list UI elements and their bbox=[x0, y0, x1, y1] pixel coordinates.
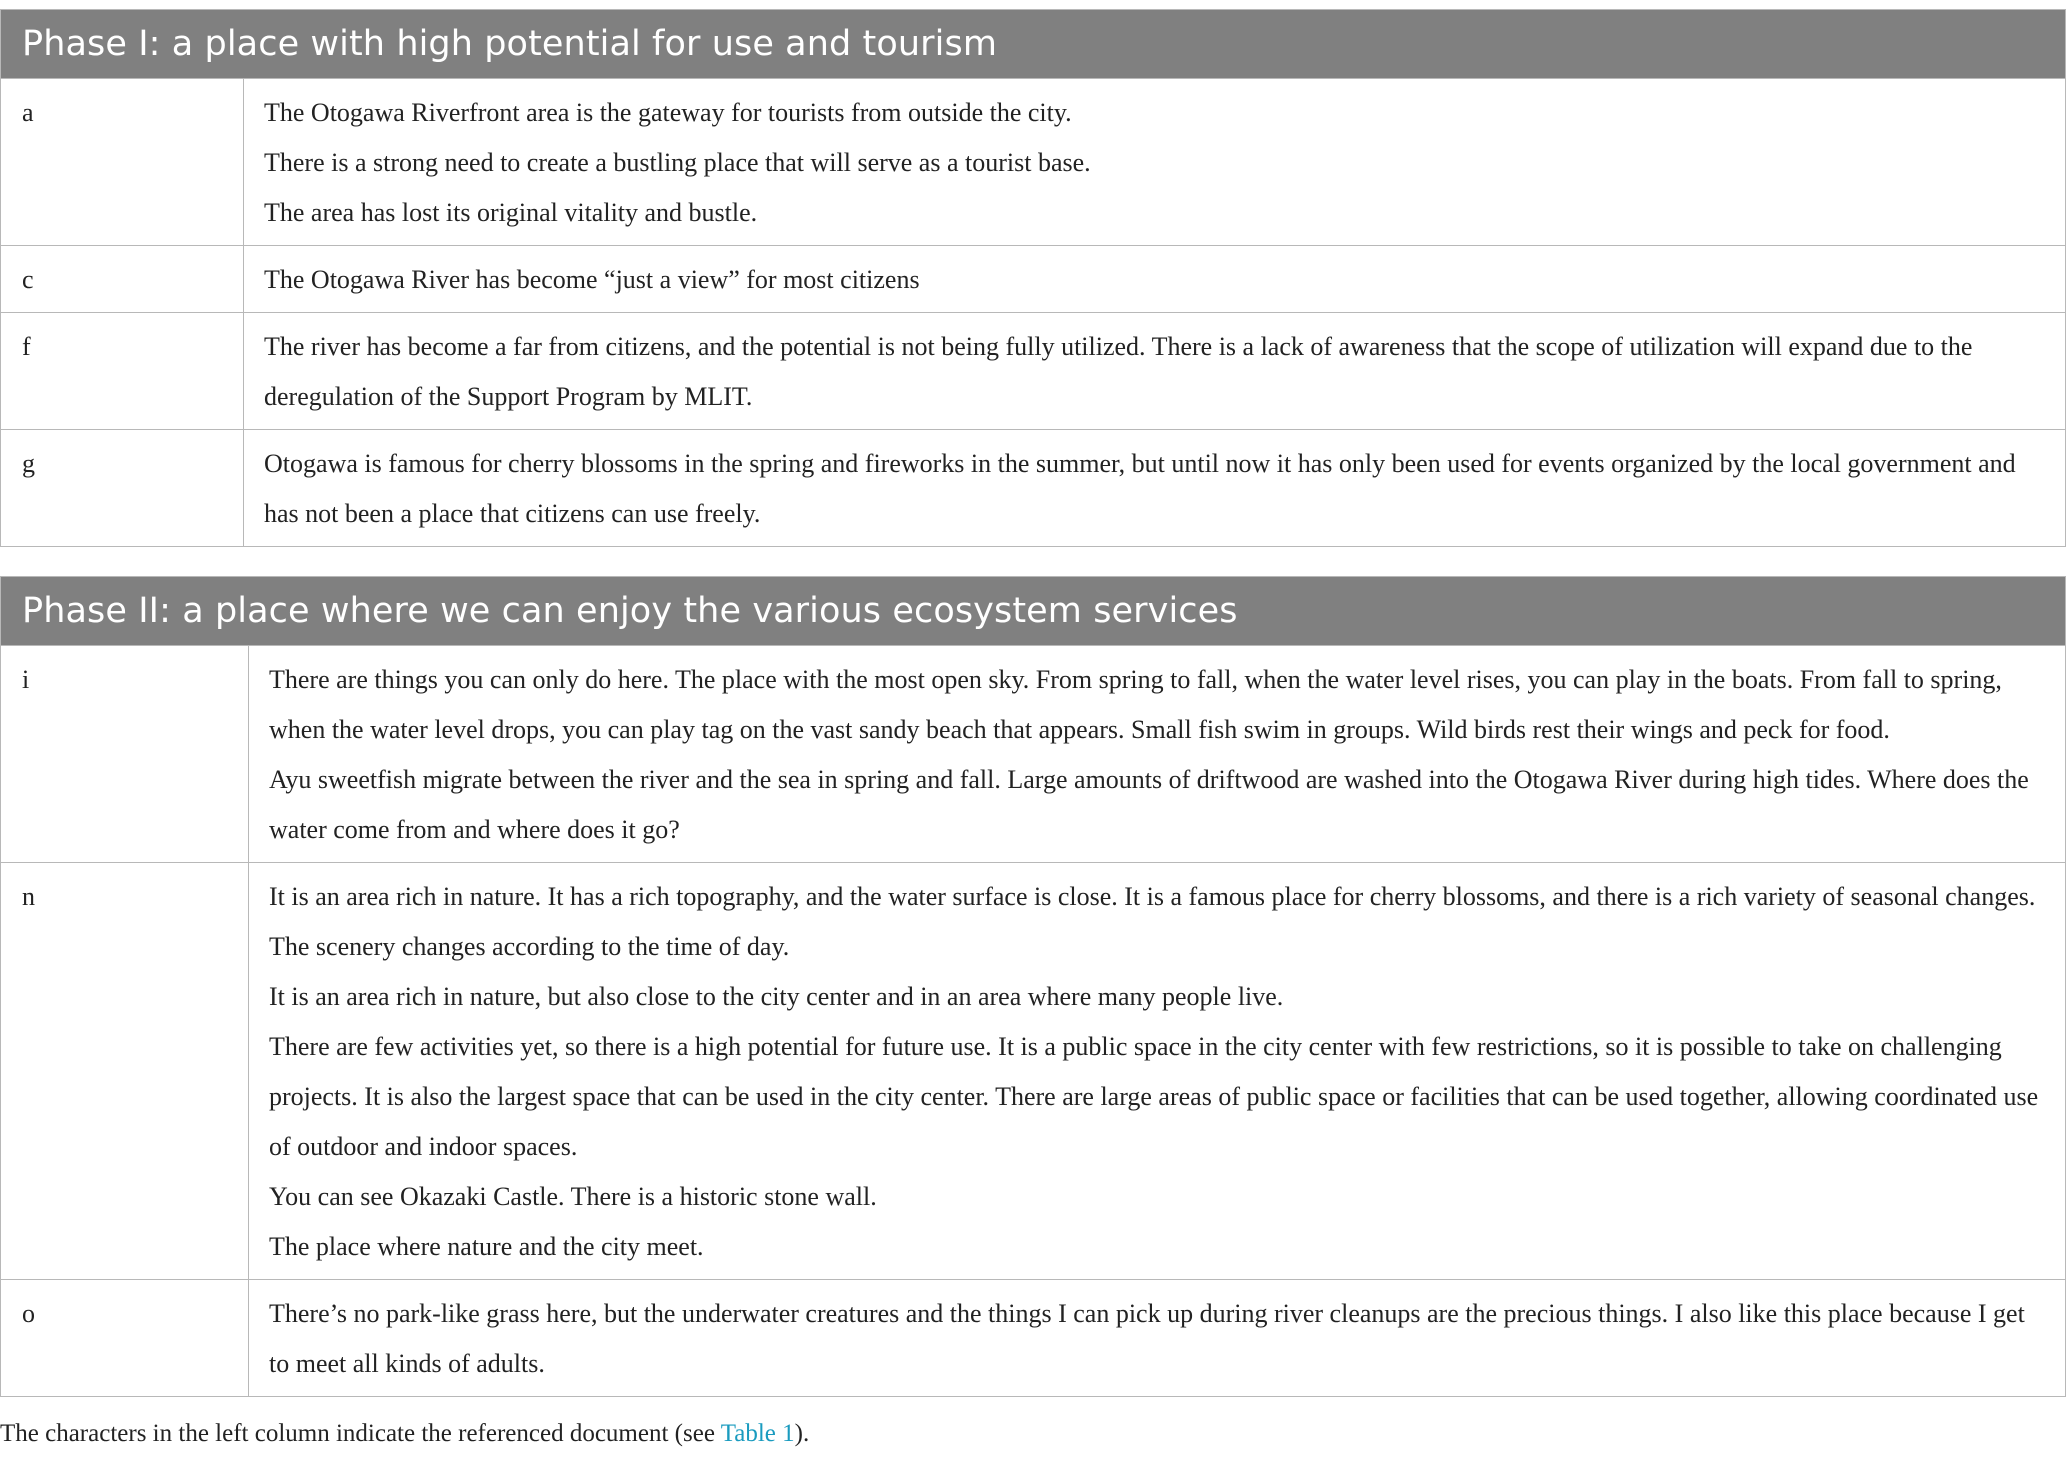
document-letter: o bbox=[1, 1280, 249, 1397]
row-description bbox=[244, 313, 2066, 430]
description-line: Otogawa is famous for cherry blossoms in the spring and fireworks in the summer, but until now it has only been used for events organized by the local government and has not been a place that citizens can use freely. bbox=[264, 449, 2016, 528]
row-description bbox=[244, 430, 2066, 547]
row-description bbox=[249, 863, 2066, 1280]
document-letter: g bbox=[1, 430, 244, 547]
document-letter: c bbox=[1, 246, 244, 313]
document-letter: a bbox=[1, 79, 244, 246]
description-line: The river has become a far from citizens, and the potential is not being fully utilized. There is a lack of awareness that the scope of utilization will expand due to the deregulation of the Support Program by MLIT. bbox=[264, 332, 1973, 411]
table-1-link[interactable]: Table 1 bbox=[720, 1420, 795, 1447]
document-body bbox=[0, 9, 2066, 1397]
document-letter: i bbox=[1, 646, 249, 863]
description-line: There are things you can only do here. The place with the most open sky. From spring to fall, when the water level rises, you can play in the boats. From fall to spring, when the water level drops, you can play tag on the vast sandy beach that appears. Small fish swim in groups. Wild birds rest their wings and peck for food. bbox=[269, 665, 2002, 744]
description-line: Ayu sweetfish migrate between the river and the sea in spring and fall. Large amounts of driftwood are washed into the Otogawa River during high tides. Where does the water come from and where does it go? bbox=[269, 765, 2029, 844]
table-row bbox=[1, 246, 2066, 313]
row-description bbox=[244, 79, 2066, 246]
table-row bbox=[1, 1280, 2066, 1397]
description-line: There’s no park-like grass here, but the underwater creatures and the things I can pick up during river cleanups are the precious things. I also like this place because I get to meet all kinds of adults. bbox=[269, 1299, 2025, 1378]
row-description bbox=[249, 646, 2066, 863]
phase-2-table bbox=[0, 576, 2066, 1397]
description-line: The area has lost its original vitality and bustle. bbox=[264, 198, 758, 227]
description-line: There is a strong need to create a bustling place that will serve as a tourist base. bbox=[264, 148, 1091, 177]
description-line: It is an area rich in nature. It has a rich topography, and the water surface is close. It is a famous place for cherry blossoms, and there is a rich variety of seasonal changes. The scenery changes according to the time of day. bbox=[269, 882, 2036, 961]
table-row bbox=[1, 79, 2066, 246]
document-letter: f bbox=[1, 313, 244, 430]
description-line: The Otogawa River has become “just a view” for most citizens bbox=[264, 265, 920, 294]
description-line: It is an area rich in nature, but also close to the city center and in an area where many people live. bbox=[269, 982, 1284, 1011]
document-letter: n bbox=[1, 863, 249, 1280]
phase-2-title: Phase II: a place where we can enjoy the various ecosystem services bbox=[1, 577, 2066, 646]
table-footnote bbox=[0, 1414, 809, 1454]
table-row bbox=[1, 313, 2066, 430]
footnote-text: The characters in the left column indicate the referenced document (see bbox=[0, 1420, 721, 1447]
table-row bbox=[1, 863, 2066, 1280]
row-description bbox=[244, 246, 2066, 313]
phase-1-title: Phase I: a place with high potential for use and tourism bbox=[1, 10, 2066, 79]
description-line: There are few activities yet, so there is a high potential for future use. It is a public space in the city center with few restrictions, so it is possible to take on challenging projects. It is also the largest space that can be used in the city center. There are large areas of public space or facilities that can be used together, allowing coordinated use of outdoor and indoor spaces. bbox=[269, 1032, 2039, 1161]
table-row bbox=[1, 646, 2066, 863]
description-line: The Otogawa Riverfront area is the gateway for tourists from outside the city. bbox=[264, 98, 1072, 127]
footnote-suffix: ). bbox=[794, 1420, 810, 1447]
description-line: You can see Okazaki Castle. There is a historic stone wall. bbox=[269, 1182, 877, 1211]
description-line: The place where nature and the city meet. bbox=[269, 1232, 704, 1261]
table-row bbox=[1, 430, 2066, 547]
phase-1-table bbox=[0, 9, 2066, 547]
row-description bbox=[249, 1280, 2066, 1397]
